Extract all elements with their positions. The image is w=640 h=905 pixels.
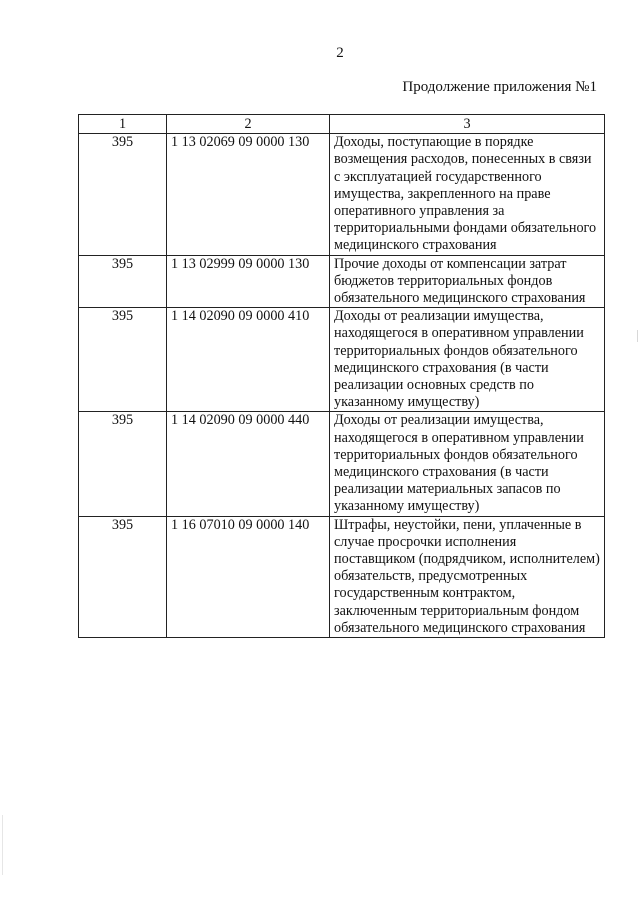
table-header-row [79, 115, 605, 134]
admin-code-cell: 395 [79, 412, 167, 516]
column-header-2: 2 [167, 115, 330, 134]
kbk-code-cell: 1 14 02090 09 0000 440 [167, 412, 330, 516]
admin-code-cell: 395 [79, 516, 167, 637]
kbk-code-cell: 1 16 07010 09 0000 140 [167, 516, 330, 637]
scan-edge-mark [637, 330, 638, 342]
revenue-name-cell: Прочие доходы от компенсации затрат бюджетов территориальных фондов обязательного медицинского страхования [330, 255, 605, 308]
table-row [79, 308, 605, 412]
admin-code-cell: 395 [79, 255, 167, 308]
admin-code-cell: 395 [79, 134, 167, 255]
revenue-name-cell: Доходы от реализации имущества, находящегося в оперативном управлении территориальных фондов обязательного медицинского страхования (в части реализации основных средств по указанному имуществу) [330, 308, 605, 412]
revenue-codes-table [78, 114, 605, 638]
kbk-code-cell: 1 14 02090 09 0000 410 [167, 308, 330, 412]
table-row [79, 134, 605, 255]
continuation-label: Продолжение приложения №1 [402, 79, 597, 95]
admin-code-cell: 395 [79, 308, 167, 412]
revenue-name-cell: Доходы, поступающие в порядке возмещения расходов, понесенных в связи с эксплуатацией государственного имущества, закрепленного на праве оперативного управления за территориальными фондами обязательного медицинского страхования [330, 134, 605, 255]
revenue-name-cell: Доходы от реализации имущества, находящегося в оперативном управлении территориальных фондов обязательного медицинского страхования (в части реализации материальных запасов по указанному имуществу) [330, 412, 605, 516]
table-row [79, 412, 605, 516]
kbk-code-cell: 1 13 02069 09 0000 130 [167, 134, 330, 255]
column-header-3: 3 [330, 115, 605, 134]
revenue-name-cell: Штрафы, неустойки, пени, уплаченные в случае просрочки исполнения поставщиком (подрядчиком, исполнителем) обязательств, предусмотренных государственным контрактом, заключенным территориальным фондом обязательного медицинского страхования [330, 516, 605, 637]
table-row [79, 255, 605, 308]
table-row [79, 516, 605, 637]
page-number: 2 [336, 45, 344, 61]
scan-edge-mark [2, 815, 3, 875]
kbk-code-cell: 1 13 02999 09 0000 130 [167, 255, 330, 308]
column-header-1: 1 [79, 115, 167, 134]
